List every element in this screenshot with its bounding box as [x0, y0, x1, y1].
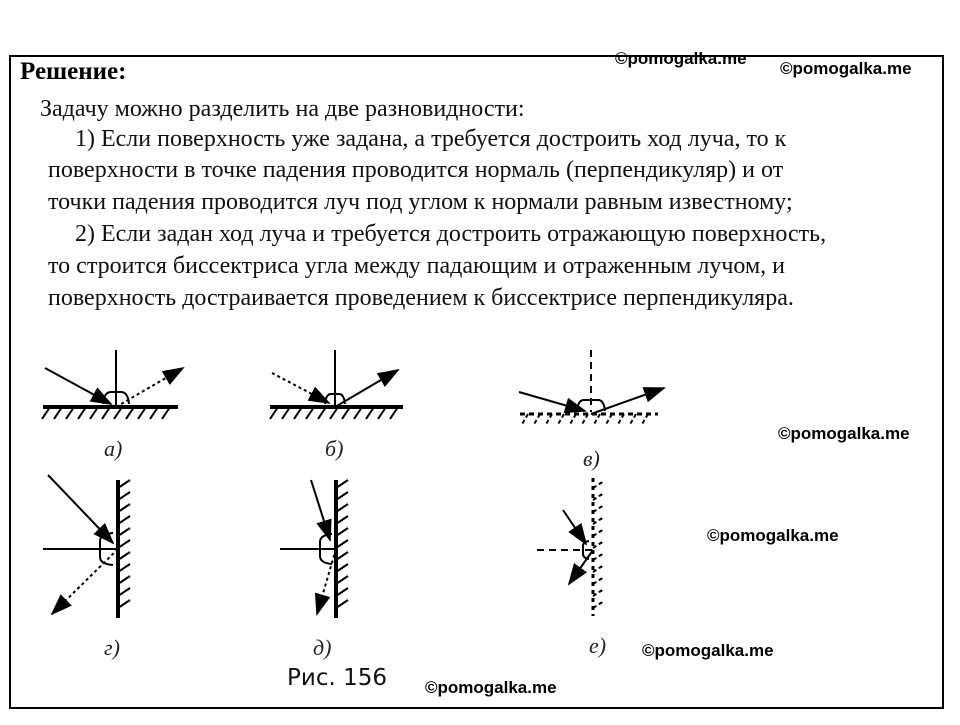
- watermark: ©pomogalka.me: [780, 59, 912, 78]
- incident-ray: [272, 373, 329, 403]
- paragraph-line-5: 2) Если задан ход луча и требуется достроить отражающую поверхность,: [75, 221, 827, 247]
- caption-a: а): [104, 436, 123, 461]
- caption-g: г): [104, 635, 120, 660]
- paragraph-line-7: поверхность достраивается проведением к биссектрисе перпендикуляра.: [48, 285, 794, 311]
- paragraph-line-4: точки падения проводится луч под углом к нормали равным известному;: [48, 189, 793, 215]
- caption-b: б): [325, 436, 344, 461]
- paragraph-line-6: то строится биссектриса угла между падающим и отраженным лучом, и: [48, 253, 785, 279]
- figure-label: Рис. 156: [287, 665, 387, 691]
- surface-hatching: [521, 414, 648, 426]
- diagram-v: [519, 350, 664, 426]
- paragraph-line-2: 1) Если поверхность уже задана, а требуется достроить ход луча, то к: [75, 126, 787, 152]
- paragraph-line-1: Задачу можно разделить на две разновидности:: [40, 96, 525, 122]
- incident-ray: [519, 392, 585, 411]
- incident-ray: [48, 475, 113, 543]
- reflected-ray: [569, 550, 593, 584]
- diagram-d: [280, 480, 348, 618]
- caption-e: е): [589, 633, 607, 658]
- watermark: ©pomogalka.me: [707, 526, 839, 545]
- caption-d: д): [313, 635, 332, 660]
- diagram-b: [270, 350, 403, 419]
- incident-ray: [563, 510, 586, 544]
- diagram-a: [42, 350, 183, 419]
- diagram-g: [43, 475, 130, 618]
- solution-heading: Решение:: [20, 58, 127, 85]
- diagram-e: [537, 478, 604, 616]
- incident-ray: [45, 368, 111, 404]
- watermark: ©pomogalka.me: [642, 641, 774, 660]
- reflected-ray: [52, 549, 118, 614]
- reflected-ray: [116, 368, 183, 407]
- incident-ray: [311, 480, 330, 540]
- surface-hatching: [593, 481, 604, 608]
- watermark: ©pomogalka.me: [425, 678, 557, 697]
- paragraph-line-3: поверхности в точке падения проводится нормаль (перпендикуляр) и от: [48, 157, 784, 183]
- watermark: ©pomogalka.me: [778, 424, 910, 443]
- caption-v: в): [583, 446, 600, 471]
- watermark: ©pomogalka.me: [615, 49, 747, 68]
